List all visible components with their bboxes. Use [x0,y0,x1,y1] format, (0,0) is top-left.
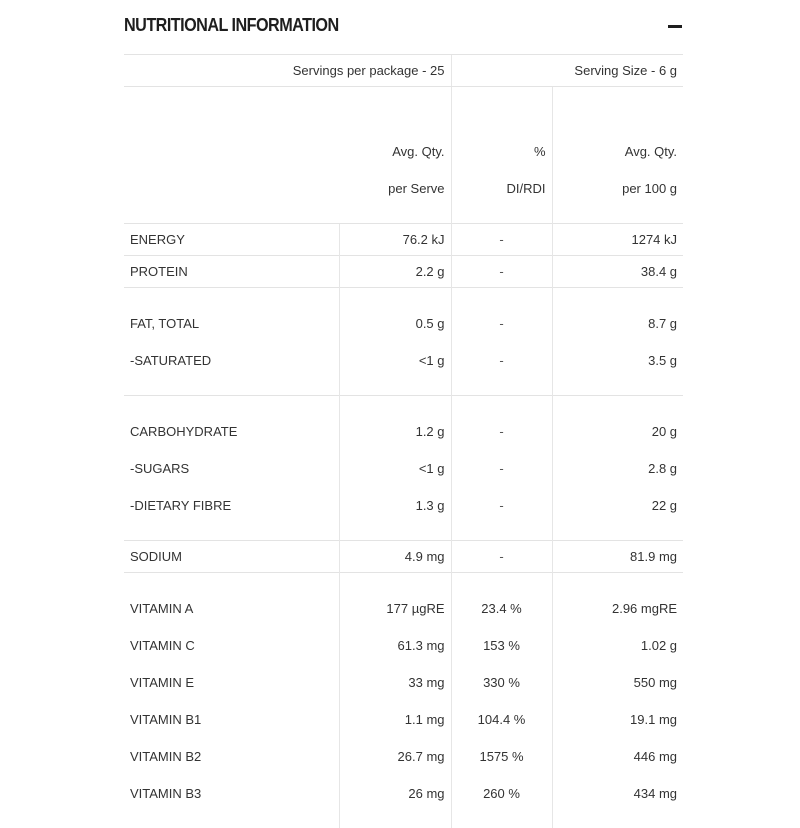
per-serve-value: 26 mg [339,775,451,812]
nutrient-name: VITAMIN C [130,638,195,653]
per-100g-value: 1274 kJ [552,224,683,256]
per-serve-value: <1 g [339,450,451,487]
per-100g-value: 550 mg [552,664,683,701]
nutrient-name: SODIUM [124,541,339,573]
rdi-value: 330 % [451,664,552,701]
section-title: NUTRITIONAL INFORMATION [124,15,339,35]
rdi-value: 23.4 % [451,590,552,627]
per-100g-value: 19.1 mg [552,701,683,738]
nutrient-name: CARBOHYDRATE [130,424,238,439]
rdi-value: - [451,541,552,573]
table-row [124,256,683,288]
nutrition-table [124,55,683,828]
serving-size: Serving Size - 6 g [451,55,683,87]
rdi-value: - [451,342,552,379]
table-row [124,413,683,450]
nutrient-name: VITAMIN B2 [130,749,202,764]
column-header-row [124,87,683,224]
accordion-header[interactable] [124,0,683,55]
per-100g-value: 81.9 mg [552,541,683,573]
rdi-value: 260 % [451,775,552,812]
table-row [124,305,683,342]
table-row [124,450,683,487]
table-row [124,738,683,775]
rdi-value: - [451,305,552,342]
per-100g-value: 3.5 g [552,342,683,379]
per-serve-value: 1.2 g [339,413,451,450]
table-row [124,701,683,738]
per-serve-value: 2.2 g [339,256,451,288]
per-100g-value: 2.96 mgRE [552,590,683,627]
per-100g-value: 22 g [552,487,683,524]
nutrient-name: PROTEIN [124,256,339,288]
per-100g-value: 38.4 g [552,256,683,288]
per-100g-value: 2.8 g [552,450,683,487]
rdi-value: - [451,224,552,256]
minus-icon[interactable] [667,16,683,36]
col-per-100g-header: Avg. Qty. per 100 g [552,87,683,224]
table-row [124,775,683,812]
table-row [124,541,683,573]
nutrient-name: -SUGARS [130,461,190,476]
per-serve-value: 1.3 g [339,487,451,524]
nutrient-name: -DIETARY FIBRE [130,498,232,513]
nutrient-name: VITAMIN E [130,675,195,690]
nutrient-name: FAT, TOTAL [130,316,200,331]
rdi-value: 104.4 % [451,701,552,738]
per-100g-value: 434 mg [552,775,683,812]
servings-per-package: Servings per package - 25 [124,55,451,87]
nutrient-name: VITAMIN B1 [130,712,202,727]
per-serve-value: 61.3 mg [339,627,451,664]
nutrition-panel [124,0,683,800]
table-row [124,590,683,627]
per-serve-value: 4.9 mg [339,541,451,573]
per-serve-value: 0.5 g [339,305,451,342]
table-row [124,664,683,701]
table-row [124,487,683,524]
per-100g-value: 1.02 g [552,627,683,664]
per-serve-value: <1 g [339,342,451,379]
per-serve-value: 26.7 mg [339,738,451,775]
col-rdi-header: % DI/RDI [451,87,552,224]
rdi-value: - [451,256,552,288]
rdi-value: - [451,487,552,524]
per-100g-value: 20 g [552,413,683,450]
per-serve-value: 33 mg [339,664,451,701]
per-100g-value: 446 mg [552,738,683,775]
rdi-value: - [451,450,552,487]
nutrient-name: VITAMIN B3 [130,786,202,801]
per-serve-value: 1.1 mg [339,701,451,738]
rdi-value: 1575 % [451,738,552,775]
per-serve-value: 177 µgRE [339,590,451,627]
rdi-value: - [451,413,552,450]
nutrient-name: -SATURATED [130,353,212,368]
table-row [124,342,683,379]
per-100g-value: 8.7 g [552,305,683,342]
per-serve-value: 76.2 kJ [339,224,451,256]
servings-row [124,55,683,87]
nutrient-name: VITAMIN A [130,601,194,616]
table-row [124,627,683,664]
rdi-value: 153 % [451,627,552,664]
col-per-serve-header: Avg. Qty. per Serve [388,143,445,196]
nutrient-name: ENERGY [124,224,339,256]
table-row [124,224,683,256]
